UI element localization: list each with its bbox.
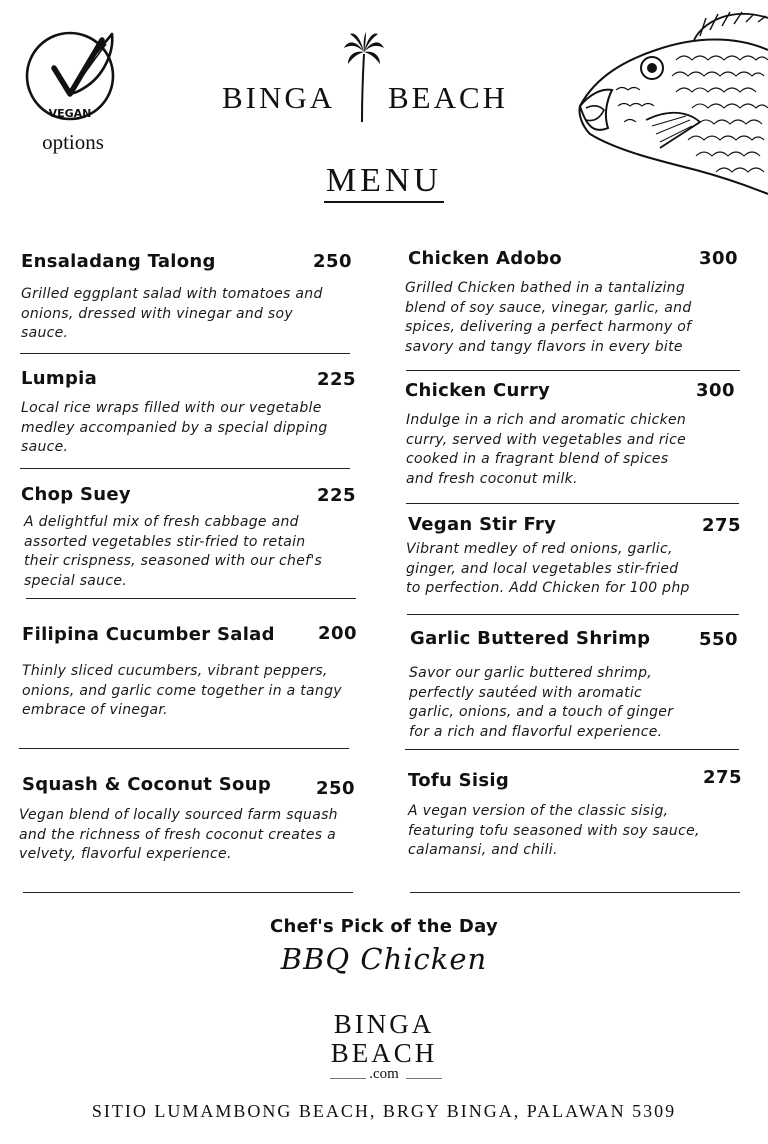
footer-domain: .com <box>369 1066 399 1082</box>
item-description: Grilled eggplant salad with tomatoes and onions, dressed with vinegar and soy sauce. <box>21 286 323 341</box>
divider-rule <box>23 892 353 893</box>
divider-rule <box>406 503 739 504</box>
item-name-garlic-buttered-shrimp: Garlic Buttered Shrimp <box>410 628 651 649</box>
item-name-chop-suey: Chop Suey <box>21 484 131 505</box>
item-name-filipina-cucumber-salad: Filipina Cucumber Salad <box>22 624 275 645</box>
item-name-squash-coconut-soup: Squash & Coconut Soup <box>22 774 272 795</box>
item-price: 250 <box>316 778 356 799</box>
item-price: 275 <box>702 515 742 536</box>
item-name-vegan-stir-fry: Vegan Stir Fry <box>408 514 557 535</box>
item-price: 550 <box>699 629 739 650</box>
item-description: A vegan version of the classic sisig, featuring tofu seasoned with soy sauce, calamansi, and chili. <box>408 803 700 858</box>
item-description: Vibrant medley of red onions, garlic, ginger, and local vegetables stir-fried to perfection. Add Chicken for 100 php <box>406 541 690 596</box>
footer-domain-rule-right <box>406 1078 442 1079</box>
divider-rule <box>405 749 739 750</box>
vegan-badge-label: VEGAN <box>48 107 92 120</box>
item-price: 225 <box>317 369 357 390</box>
item-description: Savor our garlic buttered shrimp, perfectly sautéed with aromatic garlic, onions, and a touch of ginger for a rich and flavorful experience. <box>409 665 674 740</box>
divider-rule <box>26 598 356 599</box>
divider-rule <box>407 614 739 615</box>
divider-rule <box>19 748 349 749</box>
item-name-ensaladang-talong: Ensaladang Talong <box>21 251 216 272</box>
footer-brand-logo <box>0 1010 768 1068</box>
item-name-lumpia: Lumpia <box>21 368 98 389</box>
item-description: Thinly sliced cucumbers, vibrant peppers, onions, and garlic come together in a tangy embrace of vinegar. <box>22 663 342 718</box>
item-description: Grilled Chicken bathed in a tantalizing blend of soy sauce, vinegar, garlic, and spices, delivering a perfect harmony of savory and tangy flavors in every bite <box>405 280 692 355</box>
palm-tree-icon <box>344 32 384 124</box>
item-name-chicken-adobo: Chicken Adobo <box>408 248 562 269</box>
item-price: 225 <box>317 485 357 506</box>
brand-left-word: BINGA <box>222 80 336 115</box>
item-description: Local rice wraps filled with our vegetable medley accompanied by a special dipping sauce. <box>21 400 328 455</box>
divider-rule <box>20 353 350 354</box>
chef-pick-heading: Chef's Pick of the Day <box>269 916 499 937</box>
item-price: 250 <box>313 251 353 272</box>
divider-rule <box>410 892 740 893</box>
item-price: 300 <box>696 380 736 401</box>
footer-brand-line1: BINGA <box>333 1009 435 1039</box>
item-price: 300 <box>699 248 739 269</box>
vegan-options-caption: options <box>42 130 104 154</box>
menu-title: MENU <box>0 162 768 200</box>
item-price: 275 <box>703 767 743 788</box>
item-name-tofu-sisig: Tofu Sisig <box>408 770 510 791</box>
brand-right-word: BEACH <box>388 80 509 115</box>
item-description: A delightful mix of fresh cabbage and assorted vegetables stir-fried to retain their crispness, seasoned with our chef's special sauce. <box>24 514 323 589</box>
item-description: Vegan blend of locally sourced farm squash and the richness of fresh coconut creates a velvety, flavorful experience. <box>19 807 338 862</box>
footer-address: SITIO LUMAMBONG BEACH, BRGY BINGA, PALAWAN 5309 <box>91 1101 677 1121</box>
item-price: 200 <box>318 623 358 644</box>
brand-logo <box>222 32 522 132</box>
divider-rule <box>20 468 350 469</box>
item-name-chicken-curry: Chicken Curry <box>405 380 551 401</box>
footer-brand-line2: BEACH <box>330 1038 438 1068</box>
divider-rule <box>406 370 740 371</box>
item-description: Indulge in a rich and aromatic chicken curry, served with vegetables and rice cooked in a fragrant blend of spices and fresh coconut milk. <box>406 412 687 487</box>
chef-pick-dish: BBQ Chicken <box>280 942 488 976</box>
vegan-leaf-check-icon <box>24 30 116 122</box>
